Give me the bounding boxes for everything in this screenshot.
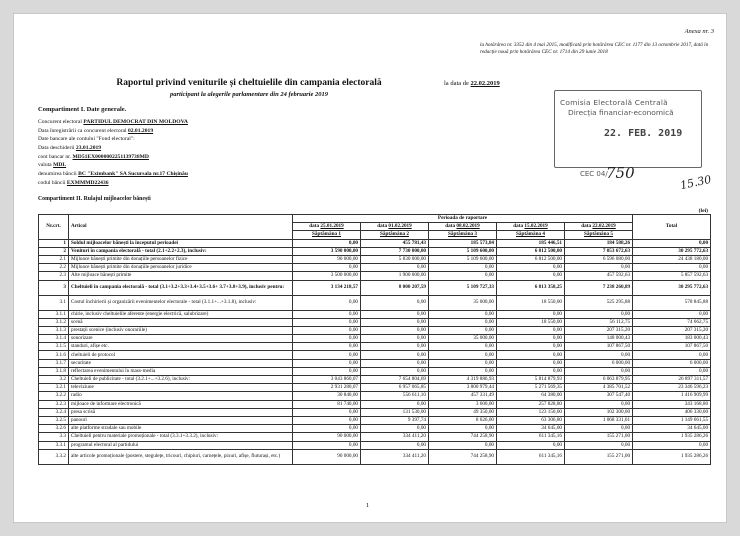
row-article: panouri	[69, 416, 293, 424]
row-number: 3.3.2	[39, 449, 69, 464]
row-period-value: 611 345,16	[497, 433, 565, 441]
stamp-reg-prefix: CEC 04/	[580, 170, 608, 178]
row-article: Cheltuieli de publicitate - total (3.2.1+...+3.2.6), inclusiv:	[69, 376, 293, 384]
row-period-value: 455 781,43	[361, 239, 429, 247]
stamp-hand-note: 15.30	[678, 172, 713, 193]
row-period-value: 1 900 000,00	[361, 272, 429, 280]
row-number: 3.1.3	[39, 326, 69, 334]
row-period-value: 334 411,20	[361, 449, 429, 464]
table-row	[39, 264, 711, 272]
row-total: 0,00	[633, 367, 711, 375]
stamp-date: 22. FEB. 2019	[604, 128, 683, 139]
row-period-value: 18 550,00	[497, 295, 565, 310]
row-period-value: 457 592,63	[565, 272, 633, 280]
field-open-date: Data deschiderii 23.01.2019	[38, 144, 102, 151]
row-article: securitate	[69, 359, 293, 367]
row-article: Mijloace bănești primite din donațiile persoanelor fizice	[69, 255, 293, 263]
row-period-value: 185 573,84	[429, 239, 497, 247]
row-period-value: 6 813 358,25	[497, 280, 565, 295]
annex-label: Anexa nr. 3	[684, 28, 714, 35]
row-period-value: 3 590 000,00	[293, 247, 361, 255]
row-period-value: 8 000 207,59	[361, 280, 429, 295]
stamp-line-2: Direcția financiar-economică	[568, 108, 674, 117]
row-number: 3.2.1	[39, 384, 69, 392]
row-total: 578 845,88	[633, 295, 711, 310]
row-period-value: 0,00	[429, 425, 497, 433]
row-period-value: 0,00	[293, 416, 361, 424]
row-period-value: 3 134 218,57	[293, 280, 361, 295]
row-period-value: 457 331,49	[429, 392, 497, 400]
row-total: 30 295 772,63	[633, 247, 711, 255]
row-period-value: 744 258,90	[429, 433, 497, 441]
row-period-value: 3 800 979,44	[429, 384, 497, 392]
table-row	[39, 295, 711, 310]
row-total: 107 867,50	[633, 343, 711, 351]
row-period-value: 131 530,00	[361, 408, 429, 416]
row-period-value: 0,00	[361, 310, 429, 318]
row-period-value: 0,00	[361, 335, 429, 343]
row-period-value: 0,00	[293, 264, 361, 272]
row-article: presa scrisă	[69, 408, 293, 416]
row-article: alte articole promoționale (postere, stegulețe, tricouri, chipiuri, carnețele, pixuri, afișe, fluturași, etc.)	[69, 449, 293, 464]
row-article: programul electoral al partidului	[69, 441, 293, 449]
row-article: Cheltuieli pentru materiale promoționale - total (3.3.1+3.3.2), inclusiv:	[69, 433, 293, 441]
table-row	[39, 239, 711, 247]
table-row	[39, 255, 711, 263]
row-period-value: 5 830 000,00	[361, 255, 429, 263]
row-period-value: 155 271,00	[565, 449, 633, 464]
table-row	[39, 441, 711, 449]
period-date-header: data 01.02.2019	[361, 223, 429, 231]
row-period-value: 7 654 804,69	[361, 376, 429, 384]
period-date-header: data 15.02.2019	[497, 223, 565, 231]
row-period-value: 90 000,00	[293, 449, 361, 464]
row-total: 1 416 909,99	[633, 392, 711, 400]
legal-note: la hotărârea nr. 3352 din 4 mai 2015, modificată prin hotărârea CEC nr. 1177 din 13 octombrie 2017, dată în redacție nouă prin hotărârea CEC nr. 1714 din 29 iunie 2018	[480, 42, 709, 55]
row-period-value: 0,00	[429, 326, 497, 334]
row-period-value: 5 109 600,00	[429, 247, 497, 255]
table-body	[39, 239, 711, 464]
row-period-value: 0,00	[497, 272, 565, 280]
row-number: 2.2	[39, 264, 69, 272]
row-period-value: 744 258,90	[429, 449, 497, 464]
field-currency: valuta MDL	[38, 162, 67, 169]
row-period-value: 0,00	[361, 343, 429, 351]
report-subtitle: participant la alegerile parlamentare din 24 februarie 2019	[170, 91, 328, 98]
page-number: 1	[366, 502, 370, 509]
row-period-value: 0,00	[293, 343, 361, 351]
row-period-value: 3 043 860,07	[293, 376, 361, 384]
row-number: 2	[39, 247, 69, 255]
period-date-header: data 22.02.2019	[565, 223, 633, 231]
row-period-value: 0,00	[361, 425, 429, 433]
period-date-header: data 25.01.2019	[293, 223, 361, 231]
row-period-value: 0,00	[293, 441, 361, 449]
stamp-reg-number: 750	[606, 164, 635, 182]
row-period-value: 0,00	[293, 239, 361, 247]
table-row	[39, 326, 711, 334]
row-period-value: 0,00	[361, 400, 429, 408]
row-article: scenă	[69, 318, 293, 326]
field-bank-code: codul băncii EXMMMD22436	[38, 179, 109, 186]
row-article: reflectarea evenimentului în mass-media	[69, 367, 293, 375]
row-total: 207 315,20	[633, 326, 711, 334]
row-period-value: 5 271 569,35	[497, 384, 565, 392]
row-period-value: 0,00	[293, 335, 361, 343]
table-row	[39, 449, 711, 464]
row-period-value: 5 109 600,00	[429, 255, 497, 263]
row-total: 0,00	[633, 351, 711, 359]
row-period-value: 2 931 280,07	[293, 384, 361, 392]
row-period-value: 0,00	[429, 351, 497, 359]
row-period-value: 5 109 727,33	[429, 280, 497, 295]
row-period-value: 0,00	[497, 359, 565, 367]
row-period-value: 7 053 672,63	[565, 247, 633, 255]
row-article: televiziune	[69, 384, 293, 392]
row-period-value: 123 150,00	[497, 408, 565, 416]
row-total: 1 935 286,26	[633, 449, 711, 464]
row-number: 3.3.1	[39, 441, 69, 449]
row-number: 3.2	[39, 376, 69, 384]
row-article: Soldul mijloacelor bănești la începutul perioadei	[69, 239, 293, 247]
row-number: 3.1.6	[39, 351, 69, 359]
row-total: 183 000,43	[633, 335, 711, 343]
table-row	[39, 392, 711, 400]
row-period-value: 0,00	[497, 264, 565, 272]
row-period-value: 0,00	[361, 351, 429, 359]
table-row	[39, 416, 711, 424]
table-row	[39, 343, 711, 351]
col-period-header: Perioada de raportare	[293, 215, 633, 223]
row-period-value: 0,00	[361, 295, 429, 310]
row-period-value: 0,00	[293, 367, 361, 375]
row-period-value: 0,00	[565, 310, 633, 318]
row-period-value: 35 000,00	[429, 335, 497, 343]
row-period-value: 0,00	[293, 310, 361, 318]
row-article: standuri, afișe etc.	[69, 343, 293, 351]
row-period-value: 0,00	[497, 343, 565, 351]
row-number: 3.2.4	[39, 408, 69, 416]
row-total: 30 295 772,63	[633, 280, 711, 295]
row-total: 24 438 180,00	[633, 255, 711, 263]
row-period-value: 63 306,80	[497, 416, 565, 424]
row-period-value: 257 828,80	[497, 400, 565, 408]
row-number: 3.2.6	[39, 425, 69, 433]
cec-stamp	[554, 90, 713, 193]
compartment-2-title: Compartiment II. Rulajul mijloacelor bănești	[38, 196, 151, 202]
row-period-value: 556 611,10	[361, 392, 429, 400]
row-period-value: 148 000,43	[565, 335, 633, 343]
row-period-value: 6 812 500,00	[497, 247, 565, 255]
row-period-value: 0,00	[565, 400, 633, 408]
period-week-header: Săptămâna 1	[293, 231, 361, 239]
row-period-value: 0,00	[361, 264, 429, 272]
row-number: 2.1	[39, 255, 69, 263]
row-total: 6 000,00	[633, 359, 711, 367]
row-number: 3.1.8	[39, 367, 69, 375]
unit-label: (lei)	[698, 208, 708, 214]
row-period-value: 4 319 886,93	[429, 376, 497, 384]
col-nr-header: Nr.crt.	[39, 215, 69, 240]
row-period-value: 0,00	[429, 441, 497, 449]
stamp-line-1: Comisia Electorală Centrală	[560, 98, 668, 107]
row-article: Venituri în campania electorală - total (2.1+2.2+2.3), inclusiv:	[69, 247, 293, 255]
table-row	[39, 335, 711, 343]
row-period-value: 207 315,20	[565, 326, 633, 334]
row-total: 5 857 592,63	[633, 272, 711, 280]
row-period-value: 3 600,00	[429, 400, 497, 408]
row-period-value: 611 345,16	[497, 449, 565, 464]
row-period-value: 0,00	[565, 425, 633, 433]
row-article: Costul închirierii și organizării evenimentelor electorale - total (3.1.1+...+3.1.8), inclusiv:	[69, 295, 293, 310]
row-number: 3.2.2	[39, 392, 69, 400]
row-number: 3.3	[39, 433, 69, 441]
row-number: 2.3	[39, 272, 69, 280]
row-period-value: 0,00	[293, 326, 361, 334]
row-period-value: 0,00	[361, 318, 429, 326]
row-period-value: 0,00	[497, 326, 565, 334]
period-week-header: Săptămâna 4	[497, 231, 565, 239]
row-period-value: 184 588,26	[565, 239, 633, 247]
row-period-value: 0,00	[361, 441, 429, 449]
row-period-value: 9 397,74	[361, 416, 429, 424]
table-row	[39, 367, 711, 375]
row-period-value: 307 547,40	[565, 392, 633, 400]
row-period-value: 64 380,00	[497, 392, 565, 400]
row-number: 3.1.1	[39, 310, 69, 318]
row-period-value: 107 867,50	[565, 343, 633, 351]
row-period-value: 35 000,00	[429, 295, 497, 310]
period-week-header: Săptămâna 5	[565, 231, 633, 239]
row-period-value: 0,00	[429, 359, 497, 367]
row-period-value: 0,00	[497, 335, 565, 343]
row-period-value: 0,00	[361, 367, 429, 375]
row-period-value: 0,00	[429, 318, 497, 326]
table-row	[39, 408, 711, 416]
row-period-value: 0,00	[293, 318, 361, 326]
row-period-value: 56 112,75	[565, 318, 633, 326]
table-row	[39, 272, 711, 280]
report-date-value: 22.02.2019	[470, 80, 500, 87]
row-period-value: 3 500 000,00	[293, 272, 361, 280]
table-row	[39, 425, 711, 433]
row-total: 0,00	[633, 441, 711, 449]
row-total: 34 645,00	[633, 425, 711, 433]
row-total: 0,00	[633, 310, 711, 318]
row-period-value: 7 730 000,00	[361, 247, 429, 255]
row-number: 3.2.5	[39, 416, 69, 424]
row-article: cheltuieli de protocol	[69, 351, 293, 359]
row-period-value: 0,00	[497, 351, 565, 359]
row-period-value: 18 550,00	[497, 318, 565, 326]
table-row	[39, 280, 711, 295]
row-article: mijloace de informare electronică	[69, 400, 293, 408]
row-period-value: 0,00	[565, 264, 633, 272]
row-number: 3.1.7	[39, 359, 69, 367]
row-period-value: 0,00	[497, 441, 565, 449]
row-total: 406 330,00	[633, 408, 711, 416]
report-date	[444, 80, 500, 87]
row-period-value: 334 411,20	[361, 433, 429, 441]
row-period-value: 0,00	[497, 310, 565, 318]
row-period-value: 0,00	[429, 367, 497, 375]
row-period-value: 0,00	[429, 264, 497, 272]
report-date-label: la data de	[444, 80, 469, 87]
row-number: 3.1.4	[39, 335, 69, 343]
row-period-value: 4 385 701,52	[565, 384, 633, 392]
row-period-value: 0,00	[293, 425, 361, 433]
row-total: 1 935 286,26	[633, 433, 711, 441]
report-title: Raportul privind veniturile și cheltuielile din campania electorală	[116, 78, 382, 88]
row-period-value: 155 271,00	[565, 433, 633, 441]
row-article: chirie, inclusiv cheltuielile aferente (energie electrică, salubrizare)	[69, 310, 293, 318]
general-data	[38, 118, 188, 187]
cashflow-table	[38, 214, 711, 465]
row-article: sonorizare	[69, 335, 293, 343]
row-number: 3.1	[39, 295, 69, 310]
row-period-value: 6 596 080,00	[565, 255, 633, 263]
table-row	[39, 384, 711, 392]
compartment-1-title: Compartiment I. Date generale.	[38, 106, 127, 113]
field-bank-name: denumirea băncii BC "Eximbank" SA Sucursala nr.17 Chișinău	[38, 170, 188, 177]
row-period-value: 0,00	[429, 310, 497, 318]
row-period-value: 185 446,51	[497, 239, 565, 247]
row-period-value: 90 000,00	[293, 255, 361, 263]
col-total-header: Total	[633, 215, 711, 240]
field-reg-date: Data înregistrării ca concurent electoral 02.01.2019	[38, 127, 154, 134]
row-period-value: 525 295,88	[565, 295, 633, 310]
row-article: Alte mijloace bănești primite	[69, 272, 293, 280]
row-period-value: 0,00	[361, 326, 429, 334]
table-row	[39, 400, 711, 408]
field-account: cont bancar nr. MD51EX0000002251139738MD	[38, 153, 149, 160]
table-row	[39, 247, 711, 255]
row-period-value: 6 000,00	[565, 359, 633, 367]
row-total: 0,00	[633, 264, 711, 272]
row-period-value: 0,00	[565, 441, 633, 449]
row-period-value: 34 645,00	[497, 425, 565, 433]
table-row	[39, 376, 711, 384]
row-period-value: 0,00	[497, 367, 565, 375]
row-period-value: 5 814 879,93	[497, 376, 565, 384]
row-article: Mijloace bănești primite din donațiile persoanelor juridice	[69, 264, 293, 272]
row-period-value: 102 300,00	[565, 408, 633, 416]
row-total: 1 149 661,55	[633, 416, 711, 424]
row-period-value: 0,00	[429, 272, 497, 280]
row-period-value: 0,00	[565, 351, 633, 359]
period-week-header: Săptămâna 2	[361, 231, 429, 239]
table-row	[39, 310, 711, 318]
period-week-header: Săptămâna 3	[429, 231, 497, 239]
row-number: 3.1.5	[39, 343, 69, 351]
row-total: 343 168,80	[633, 400, 711, 408]
row-period-value: 0,00	[429, 343, 497, 351]
row-total: 26 897 311,57	[633, 376, 711, 384]
row-period-value: 0,00	[565, 367, 633, 375]
table-row	[39, 351, 711, 359]
period-date-header: data 08.02.2019	[429, 223, 497, 231]
row-number: 3.1.2	[39, 318, 69, 326]
row-period-value: 7 238 260,89	[565, 280, 633, 295]
table-row	[39, 359, 711, 367]
row-article: prestații scenice (inclusiv onorariile)	[69, 326, 293, 334]
row-period-value: 8 626,00	[429, 416, 497, 424]
row-period-value: 1 068 331,01	[565, 416, 633, 424]
row-period-value: 49 350,00	[429, 408, 497, 416]
row-total: 0,00	[633, 239, 711, 247]
col-article-header: Articol	[69, 215, 293, 240]
row-article: alte platforme stradale sau mobile	[69, 425, 293, 433]
row-period-value: 6 063 879,95	[565, 376, 633, 384]
row-period-value: 0,00	[361, 359, 429, 367]
row-number: 1	[39, 239, 69, 247]
table-row	[39, 433, 711, 441]
row-period-value: 0,00	[293, 408, 361, 416]
row-total: 74 662,75	[633, 318, 711, 326]
row-number: 3	[39, 280, 69, 295]
field-bank-data: Date bancare ale contului "Fond electoral":	[38, 136, 135, 143]
row-period-value: 30 840,00	[293, 392, 361, 400]
row-period-value: 6 957 065,85	[361, 384, 429, 392]
row-period-value: 0,00	[293, 295, 361, 310]
row-period-value: 6 812 500,00	[497, 255, 565, 263]
row-period-value: 0,00	[293, 359, 361, 367]
row-period-value: 81 740,00	[293, 400, 361, 408]
row-article: Cheltuieli în campania electorală - total (3.1+3.2+3.3+3.4+3.5+3.6+ 3.7+3.8+3.9), inclusiv pentru:	[69, 280, 293, 295]
row-period-value: 90 000,00	[293, 433, 361, 441]
field-competitor: Concurent electoral PARTIDUL DEMOCRAT DIN MOLDOVA	[38, 119, 188, 125]
row-period-value: 0,00	[293, 351, 361, 359]
row-article: radio	[69, 392, 293, 400]
report-page	[14, 14, 726, 522]
row-total: 23 346 596,23	[633, 384, 711, 392]
row-number: 3.2.3	[39, 400, 69, 408]
table-row	[39, 318, 711, 326]
